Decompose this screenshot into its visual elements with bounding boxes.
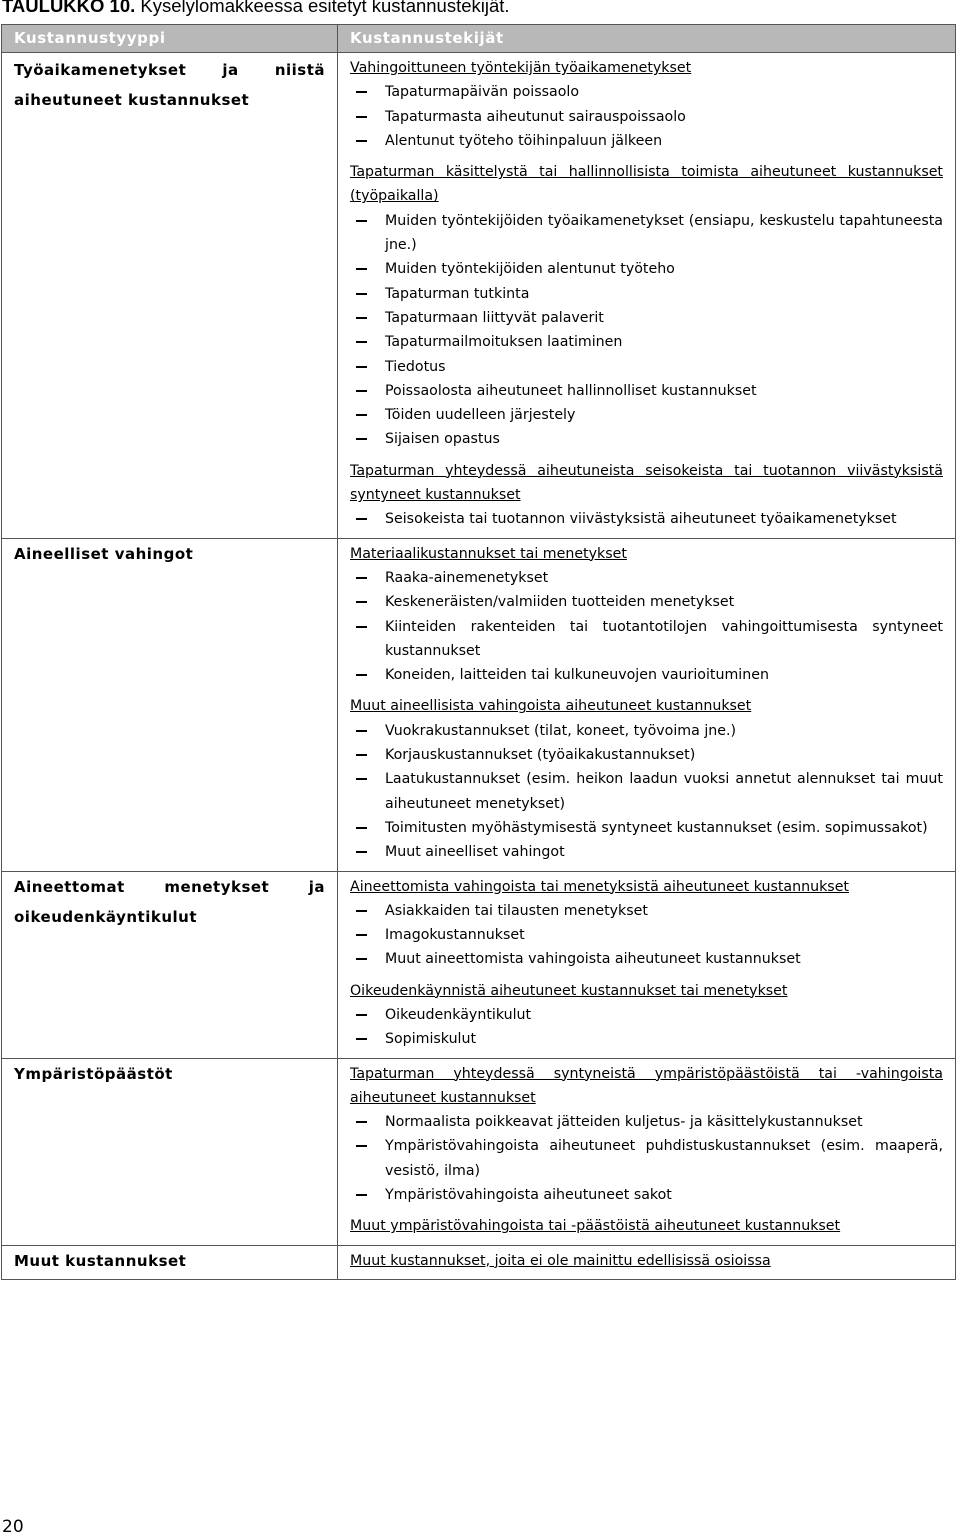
dash-bullet-icon [356, 116, 367, 118]
cost-factor-item [350, 1027, 943, 1051]
cost-factor-item [350, 1183, 943, 1207]
cost-factor-group [350, 1249, 943, 1273]
dash-bullet-icon [356, 778, 367, 780]
cost-factor-item [350, 257, 943, 281]
cost-factors-cell [338, 871, 956, 1058]
cost-factor-item [350, 899, 943, 923]
cost-factors-content [338, 872, 955, 1058]
cost-factor-item-text: Laatukustannukset (esim. heikon laadun vuoksi annetut alennukset tai muut aiheutuneet menetykset) [385, 771, 943, 812]
cost-factor-item [350, 719, 943, 743]
dash-bullet-icon [356, 220, 367, 222]
cost-factor-group [350, 694, 943, 864]
cost-factor-group-title: Muut ympäristövahingoista tai -päästöistä aiheutuneet kustannukset [350, 1218, 841, 1235]
cost-factor-item-text: Imagokustannukset [385, 927, 525, 944]
cost-factor-item-text: Muut aineettomista vahingoista aiheutuneet kustannukset [385, 951, 801, 968]
cost-factor-list [350, 80, 943, 153]
cost-factors-cell [338, 53, 956, 539]
cost-factor-list [350, 566, 943, 687]
cost-factor-group-title: Aineettomista vahingoista tai menetyksistä aiheutuneet kustannukset [350, 878, 849, 895]
dash-bullet-icon [356, 934, 367, 936]
cost-type-label: Aineelliset vahingot [14, 544, 194, 563]
cost-factor-item-text: Koneiden, laitteiden tai kulkuneuvojen vaurioituminen [385, 667, 769, 684]
cost-factor-item-text: Korjauskustannukset (työaikakustannukset) [385, 747, 696, 764]
table-header-row [2, 25, 956, 53]
dash-bullet-icon [356, 827, 367, 829]
cost-factor-item-text: Tiedotus [385, 358, 446, 375]
dash-bullet-icon [356, 754, 367, 756]
cost-factor-group [350, 1062, 943, 1208]
dash-bullet-icon [356, 268, 367, 270]
dash-bullet-icon [356, 1194, 367, 1196]
cost-factor-item [350, 80, 943, 104]
cost-factor-item [350, 282, 943, 306]
cost-factor-item [350, 566, 943, 590]
cost-factor-list [350, 507, 943, 531]
page-number: 20 [2, 1517, 24, 1537]
cost-factor-item [350, 840, 943, 864]
cost-factor-item [350, 947, 943, 971]
cost-factor-item [350, 590, 943, 614]
cost-type-cell [2, 1058, 338, 1245]
table-row [2, 1245, 956, 1279]
cost-factors-cell [338, 1058, 956, 1245]
dash-bullet-icon [356, 730, 367, 732]
cost-factor-item [350, 923, 943, 947]
cost-factor-list [350, 899, 943, 972]
cost-factor-item-text: Sopimiskulut [385, 1031, 477, 1048]
cost-factor-item-text: Oikeudenkäyntikulut [385, 1006, 532, 1023]
dash-bullet-icon [356, 317, 367, 319]
cost-type-cell [2, 53, 338, 539]
cost-factor-item-text: Töiden uudelleen järjestely [385, 407, 576, 424]
cost-factor-item-text: Normaalista poikkeavat jätteiden kuljetus- ja käsittelykustannukset [385, 1114, 863, 1131]
cost-factor-item-text: Sijaisen opastus [385, 431, 500, 448]
dash-bullet-icon [356, 91, 367, 93]
cost-factor-item [350, 105, 943, 129]
cost-factor-item [350, 767, 943, 816]
cost-factor-item-text: Muiden työntekijöiden alentunut työteho [385, 261, 675, 278]
cost-factor-item [350, 379, 943, 403]
table-label: TAULUKKO 10. [2, 0, 136, 16]
cost-factor-item [350, 1110, 943, 1134]
dash-bullet-icon [356, 626, 367, 628]
dash-bullet-icon [356, 1121, 367, 1123]
cost-factor-item [350, 663, 943, 687]
cost-factor-item-text: Ympäristövahingoista aiheutuneet puhdistuskustannukset (esim. maaperä, vesistö, ilma) [385, 1138, 943, 1179]
dash-bullet-icon [356, 140, 367, 142]
dash-bullet-icon [356, 341, 367, 343]
cost-factor-item-text: Tapaturmasta aiheutunut sairauspoissaolo [385, 108, 686, 125]
dash-bullet-icon [356, 390, 367, 392]
cost-factor-item-text: Seisokeista tai tuotannon viivästyksistä aiheutuneet työaikamenetykset [385, 511, 897, 528]
cost-factor-table [1, 24, 956, 1280]
table-body [2, 53, 956, 1280]
cost-factor-group-title: Oikeudenkäynnistä aiheutuneet kustannukset tai menetykset [350, 982, 788, 999]
cost-factor-item-text: Toimitusten myöhästymisestä syntyneet kustannukset (esim. sopimussakot) [385, 819, 928, 836]
dash-bullet-icon [356, 438, 367, 440]
cost-factor-item [350, 209, 943, 258]
cost-factor-item [350, 743, 943, 767]
cost-factor-item [350, 816, 943, 840]
cost-factor-group [350, 56, 943, 153]
table-row [2, 538, 956, 871]
page-title [2, 0, 510, 17]
cost-factor-group-title: Materiaalikustannukset tai menetykset [350, 545, 627, 562]
cost-type-label: Ympäristöpäästöt [14, 1064, 173, 1083]
cost-type-cell [2, 1245, 338, 1279]
cost-factor-group-title: Muut aineellisista vahingoista aiheutuneet kustannukset [350, 698, 752, 715]
cost-factor-item [350, 330, 943, 354]
dash-bullet-icon [356, 577, 367, 579]
cost-factor-item-text: Muut aineelliset vahingot [385, 844, 565, 861]
cost-factor-group-title: Tapaturman yhteydessä aiheutuneista seisokeista tai tuotannon viivästyksistä syntyneet kustannukset [350, 462, 943, 504]
cost-factors-content [338, 539, 955, 871]
cost-factor-item [350, 129, 943, 153]
cost-factor-item-text: Ympäristövahingoista aiheutuneet sakot [385, 1187, 672, 1204]
cost-factor-group-title: Vahingoittuneen työntekijän työaikamenetykset [350, 60, 692, 76]
cost-factor-item-text: Raaka-ainemenetykset [385, 569, 549, 586]
dash-bullet-icon [356, 414, 367, 416]
cost-factor-group [350, 459, 943, 532]
cost-type-cell [2, 871, 338, 1058]
cost-factor-item [350, 507, 943, 531]
cost-factor-item [350, 355, 943, 379]
cost-factor-item-text: Tapaturman tutkinta [385, 285, 530, 302]
cost-factor-group-title: Tapaturman käsittelystä tai hallinnollisista toimista aiheutuneet kustannukset (työpaikalla) [350, 164, 943, 205]
dash-bullet-icon [356, 958, 367, 960]
cost-factor-group [350, 542, 943, 688]
dash-bullet-icon [356, 1014, 367, 1016]
cost-type-label: Työaikamenetykset ja niistä aiheutuneet kustannukset [14, 61, 325, 109]
table-caption: Kyselylomakkeessa esitetyt kustannustekijät. [140, 0, 510, 16]
dash-bullet-icon [356, 601, 367, 603]
cost-factor-item-text: Kiinteiden rakenteiden tai tuotantotilojen vahingoittumisesta syntyneet kustannukset [385, 618, 943, 659]
table-row [2, 53, 956, 539]
cost-factors-content [338, 53, 955, 538]
cost-type-label: Muut kustannukset [14, 1251, 187, 1270]
cost-factor-item [350, 1003, 943, 1027]
cost-factor-list [350, 209, 943, 452]
cost-factor-item-text: Tapaturmapäivän poissaolo [385, 84, 580, 101]
cost-factor-item [350, 427, 943, 451]
cost-factor-list [350, 1110, 943, 1207]
dash-bullet-icon [356, 910, 367, 912]
cost-factor-item-text: Tapaturmailmoituksen laatiminen [385, 334, 623, 351]
cost-factor-item-text: Alentunut työteho töihinpaluun jälkeen [385, 132, 663, 149]
cost-factor-group [350, 979, 943, 1052]
dash-bullet-icon [356, 366, 367, 368]
cost-factor-item-text: Tapaturmaan liittyvät palaverit [385, 309, 604, 326]
cost-factor-group [350, 875, 943, 972]
cost-factor-group-title: Muut kustannukset, joita ei ole mainittu edellisissä osioissa [350, 1252, 771, 1269]
cost-factor-item-text: Muiden työntekijöiden työaikamenetykset (ensiapu, keskustelu tapahtuneesta jne.) [385, 212, 943, 254]
cost-factor-group [350, 1214, 943, 1238]
cost-factor-item-text: Asiakkaiden tai tilausten menetykset [385, 902, 648, 919]
cost-factor-item [350, 306, 943, 330]
dash-bullet-icon [356, 851, 367, 853]
dash-bullet-icon [356, 1038, 367, 1040]
cost-factor-item-text: Poissaolosta aiheutuneet hallinnolliset kustannukset [385, 382, 757, 399]
cost-type-label: Aineettomat menetykset ja oikeudenkäyntikulut [14, 877, 325, 926]
cost-factor-item [350, 1134, 943, 1183]
table-row [2, 1058, 956, 1245]
cost-type-cell [2, 538, 338, 871]
cost-factors-cell [338, 1245, 956, 1279]
cost-factor-item [350, 403, 943, 427]
cost-factors-content [338, 1059, 955, 1245]
cost-factors-cell [338, 538, 956, 871]
cost-factor-item-text: Keskeneräisten/valmiiden tuotteiden menetykset [385, 594, 735, 611]
dash-bullet-icon [356, 293, 367, 295]
dash-bullet-icon [356, 674, 367, 676]
dash-bullet-icon [356, 1145, 367, 1147]
table-row [2, 871, 956, 1058]
cost-factor-list [350, 1003, 943, 1052]
cost-factor-group-title: Tapaturman yhteydessä syntyneistä ympäristöpäästöistä tai -vahingoista aiheutuneet kustannukset [350, 1065, 943, 1106]
cost-factor-group [350, 160, 943, 452]
header-cost-type: Kustannustyyppi [2, 25, 338, 53]
cost-factors-content [338, 1246, 955, 1279]
cost-factor-item-text: Vuokrakustannukset (tilat, koneet, työvoima jne.) [385, 722, 737, 739]
dash-bullet-icon [356, 518, 367, 520]
cost-factor-item [350, 615, 943, 664]
cost-factor-list [350, 719, 943, 865]
header-cost-factors: Kustannustekijät [338, 25, 956, 53]
